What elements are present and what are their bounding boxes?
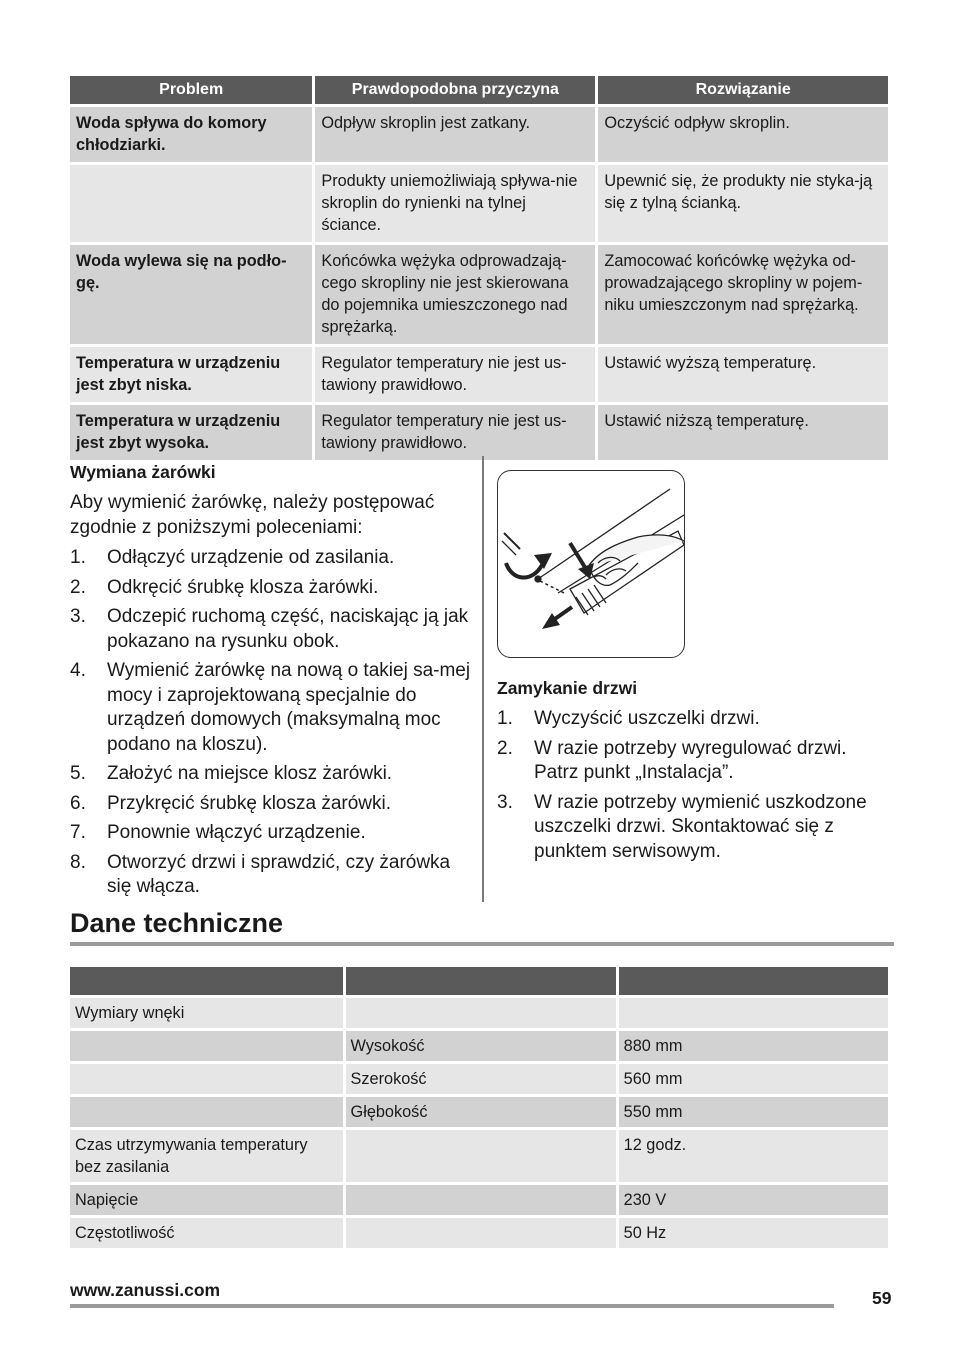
list-item — [70, 576, 472, 601]
sublabel-cell — [346, 1130, 616, 1182]
problem-cell: Woda wylewa się na podło-gę. — [70, 245, 312, 344]
solution-cell: Zamocować końcówkę wężyka od-prowadzającego skropliny w pojem-niku umieszczonym nad sprężarką. — [598, 245, 888, 344]
cause-cell: Regulator temperatury nie jest us-tawiony prawidłowo. — [315, 405, 595, 460]
step-text: W razie potrzeby wymienić uszkodzone uszczelki drzwi. Skontaktować się z punktem serwisowym. — [534, 791, 867, 862]
header-cause: Prawdopodobna przyczyna — [315, 76, 595, 104]
step-text: Odkręcić śrubkę klosza żarówki. — [107, 576, 379, 598]
step-text: Wymienić żarówkę na nową o takiej sa-mej mocy i zaprojektowaną specjalnie do urządzeń domowych (maksymalną moc podano na kloszu). — [107, 660, 471, 755]
step-text: Wyczyścić uszczelki drzwi. — [534, 708, 760, 729]
label-cell: Napięcie — [70, 1185, 343, 1215]
step-number: 2. — [497, 737, 513, 759]
step-number: 2. — [70, 576, 86, 598]
table-row — [70, 1218, 888, 1248]
section-divider — [70, 942, 894, 946]
value-cell: 50 Hz — [619, 1218, 888, 1248]
cause-cell: Odpływ skroplin jest zatkany. — [315, 107, 595, 162]
solution-cell: Upewnić się, że produkty nie styka-ją się z tylną ścianką. — [598, 165, 888, 242]
header-problem: Problem — [70, 76, 312, 104]
header-cell — [70, 967, 343, 995]
step-number: 6. — [70, 792, 86, 814]
list-item — [497, 737, 894, 786]
troubleshooting-table — [67, 73, 891, 463]
solution-cell: Ustawić wyższą temperaturę. — [598, 347, 888, 402]
label-cell — [70, 1064, 343, 1094]
value-cell: 550 mm — [619, 1097, 888, 1127]
bulb-steps-list — [70, 546, 472, 900]
solution-cell: Ustawić niższą temperaturę. — [598, 405, 888, 460]
list-item — [497, 707, 894, 732]
page-number: 59 — [872, 1288, 892, 1308]
list-item — [497, 791, 894, 865]
step-text: Przykręcić śrubkę klosza żarówki. — [107, 792, 392, 814]
problem-cell: Temperatura w urządzeniu jest zbyt niska. — [70, 347, 312, 402]
bulb-replacement-section — [70, 462, 472, 905]
label-cell: Częstotliwość — [70, 1218, 343, 1248]
step-text: Ponownie włączyć urządzenie. — [107, 822, 366, 843]
cause-cell: Końcówka wężyka odprowadzają-cego skropliny nie jest skierowana do pojemnika umieszczonego nad sprężarką. — [315, 245, 595, 344]
bulb-intro: Aby wymienić żarówkę, należy postępować zgodnie z poniższymi poleceniami: — [70, 492, 435, 538]
value-cell — [619, 998, 888, 1028]
table-row — [70, 107, 888, 162]
list-item — [70, 792, 472, 817]
label-cell: Wymiary wnęki — [70, 998, 343, 1028]
footer-divider — [70, 1304, 834, 1308]
list-item — [70, 762, 472, 787]
footer-website: www.zanussi.com — [70, 1280, 221, 1300]
bulb-illustration — [497, 470, 685, 658]
cause-cell: Produkty uniemożliwiają spływa-nie skroplin do rynienki na tylnej ściance. — [315, 165, 595, 242]
step-text: W razie potrzeby wyregulować drzwi. Patrz punkt „Instalacja”. — [534, 737, 847, 783]
sublabel-cell: Wysokość — [346, 1031, 616, 1061]
step-number: 1. — [70, 547, 86, 568]
value-cell: 12 godz. — [619, 1130, 888, 1182]
step-number: 1. — [497, 708, 513, 729]
step-text: Założyć na miejsce klosz żarówki. — [107, 763, 393, 784]
table-row — [70, 1064, 888, 1094]
value-cell: 880 mm — [619, 1031, 888, 1061]
bulb-section-title: Wymiana żarówki — [70, 462, 216, 482]
header-cell — [619, 967, 888, 995]
technical-data-table — [67, 964, 891, 1251]
bulb-replacement-drawing — [498, 471, 685, 658]
sublabel-cell: Głębokość — [346, 1097, 616, 1127]
step-text: Odłączyć urządzenie od zasilania. — [107, 547, 395, 568]
sublabel-cell — [346, 1185, 616, 1215]
table-row — [70, 1185, 888, 1215]
cause-cell: Regulator temperatury nie jest us-tawiony prawidłowo. — [315, 347, 595, 402]
step-number: 7. — [70, 822, 86, 843]
table-row — [70, 1130, 888, 1182]
problem-cell — [70, 165, 312, 242]
label-cell — [70, 1097, 343, 1127]
label-cell — [70, 1031, 343, 1061]
step-number: 3. — [70, 606, 86, 627]
sublabel-cell — [346, 1218, 616, 1248]
list-item — [70, 821, 472, 846]
step-text: Otworzyć drzwi i sprawdzić, czy żarówka się włącza. — [107, 851, 451, 897]
section-title: Dane techniczne — [70, 908, 284, 938]
sublabel-cell: Szerokość — [346, 1064, 616, 1094]
list-item — [70, 659, 472, 757]
right-column — [497, 470, 894, 869]
sublabel-cell — [346, 998, 616, 1028]
header-cell — [346, 967, 616, 995]
table-row — [70, 347, 888, 402]
step-number: 4. — [70, 660, 86, 681]
step-text: Odczepić ruchomą część, naciskając ją jak pokazano na rysunku obok. — [107, 606, 469, 652]
table-row — [70, 245, 888, 344]
door-steps-list — [497, 707, 894, 864]
problem-cell: Temperatura w urządzeniu jest zbyt wysoka. — [70, 405, 312, 460]
header-solution: Rozwiązanie — [598, 76, 888, 104]
list-item — [70, 546, 472, 571]
table-row — [70, 165, 888, 242]
list-item — [70, 851, 472, 900]
solution-cell: Oczyścić odpływ skroplin. — [598, 107, 888, 162]
table-row — [70, 998, 888, 1028]
table-header-row — [70, 967, 888, 995]
value-cell: 230 V — [619, 1185, 888, 1215]
value-cell: 560 mm — [619, 1064, 888, 1094]
label-cell: Czas utrzymywania temperatury bez zasilania — [70, 1130, 343, 1182]
step-number: 5. — [70, 763, 86, 784]
table-row — [70, 1097, 888, 1127]
step-number: 8. — [70, 851, 86, 873]
table-row — [70, 405, 888, 460]
door-section-title: Zamykanie drzwi — [497, 678, 638, 698]
step-number: 3. — [497, 791, 513, 813]
list-item — [70, 605, 472, 654]
column-divider — [482, 456, 484, 902]
table-row — [70, 1031, 888, 1061]
table-header-row — [70, 76, 888, 104]
problem-cell: Woda spływa do komory chłodziarki. — [70, 107, 312, 162]
